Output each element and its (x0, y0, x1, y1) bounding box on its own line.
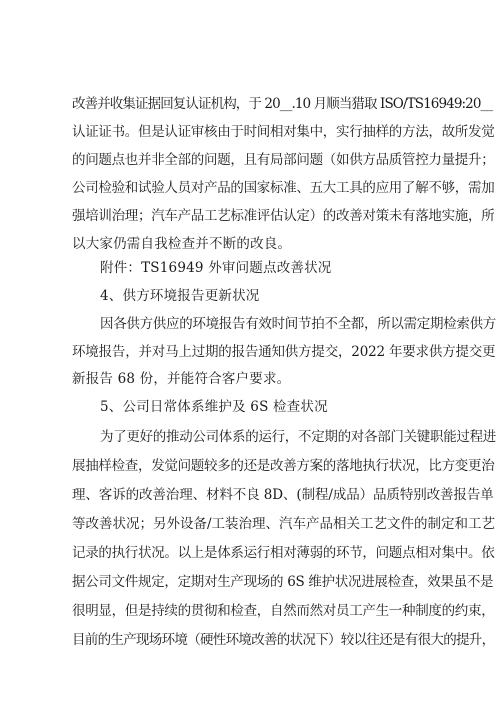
paragraph-line: 据公司文件规定，定期对生产现场的 6S 维护状况进展检查，效果虽不是 (72, 574, 494, 590)
paragraph-line: 公司检验和试验人员对产品的国家标准、五大工具的应用了解不够，需加 (72, 180, 495, 196)
paragraph-line: 展抽样检查，发觉问题较多的还是改善方案的落地执行状况，比方变更治 (72, 458, 495, 474)
paragraph-line: 等改善状况；另外设备/工装治理、汽车产品相关工艺文件的制定和工艺 (72, 516, 496, 532)
paragraph-line: 环境报告，并对马上过期的报告通知供方提交，2022 年要求供方提交更 (72, 344, 496, 360)
paragraph-line: 因各供方供应的环境报告有效时间节拍不全都，所以需定期检索供方 (100, 316, 496, 332)
paragraph-line: 以大家仍需自我检查并不断的改良。 (72, 236, 292, 252)
paragraph-line: 强培训治理；汽车产品工艺标准评估认定）的改善对策未有落地实施，所 (72, 208, 495, 224)
paragraph-line: 为了更好的推动公司体系的运行，不定期的对各部门关键职能过程进 (100, 429, 496, 445)
section-heading-5: 5、公司日常体系维护及 6S 检查状况 (100, 399, 328, 415)
paragraph-line: 改善并收集证据回复认证机构，于 20__.10 月顺当猎取 ISO/TS16949:20__ (72, 96, 493, 112)
section-heading-4: 4、供方环境报告更新状况 (100, 288, 260, 304)
paragraph-line: 新报告 68 份，并能符合客户要求。 (72, 371, 291, 387)
paragraph-line: 记录的执行状况。以上是体系运行相对薄弱的环节，问题点相对集中。依 (72, 545, 495, 561)
paragraph-line: 很明显，但是持续的贯彻和检查，自然而然对员工产生一种制度的约束， (72, 603, 495, 619)
paragraph-line: 理、客诉的改善治理、材料不良 8D、(制程/成品）品质特别改善报告单 (72, 487, 494, 503)
attachment-note: 附件：TS16949 外审问题点改善状况 (100, 260, 332, 276)
paragraph-line: 认证证书。但是认证审核由于时间相对集中，实行抽样的方法，故所发觉 (72, 124, 495, 140)
paragraph-line: 目前的生产现场环境（硬性环境改善的状况下）较以往还是有很大的提升， (72, 632, 495, 648)
paragraph-line: 的问题点也并非全部的问题，且有局部问题（如供方品质管控力量提升； (72, 152, 495, 168)
